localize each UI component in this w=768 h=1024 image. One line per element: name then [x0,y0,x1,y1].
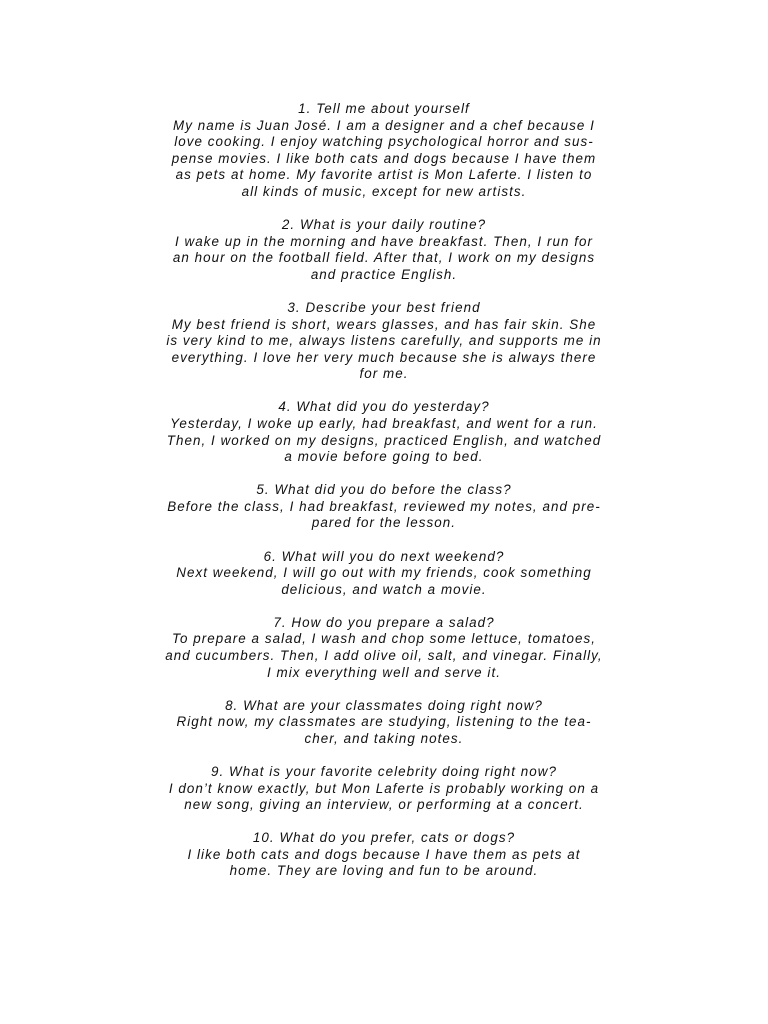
qa-block-7 [140,615,628,681]
answer-line: is very kind to me, always listens carefully, and supports me in [166,333,602,349]
qa-block-2 [140,217,628,283]
answer-line: new song, giving an interview, or performing at a concert. [184,797,584,813]
question-heading: 10. What do you prefer, cats or dogs? [252,830,516,846]
question-heading: 5. What did you do before the class? [256,482,512,498]
answer-line: and cucumbers. Then, I add olive oil, salt, and vinegar. Finally, [165,648,603,664]
question-heading: 9. What is your favorite celebrity doing right now? [210,764,558,779]
answer-line: Yesterday, I woke up early, had breakfast, and went for a run. [170,416,598,431]
answer-line: Next weekend, I will go out with my friends, cook something [176,565,592,581]
answer-line: Then, I worked on my designs, practiced English, and watched [166,432,602,448]
qa-block-6 [140,549,628,599]
qa-block-8 [140,698,628,748]
answer-line: Right now, my classmates are studying, listening to the tea- [176,714,592,730]
question-heading: 7. How do you prepare a salad? [273,614,495,630]
answer-line: love cooking. I enjoy watching psychological horror and sus- [174,134,594,150]
answer-line: and practice English. [310,266,458,282]
answer-line: I don’t know exactly, but Mon Laferte is probably working on a [168,780,600,796]
answer-line: pense movies. I like both cats and dogs because I have them [171,150,597,166]
question-heading: 2. What is your daily routine? [281,217,487,233]
answer-line: My name is Juan José. I am a designer and a chef because I [173,117,595,133]
answer-line: pared for the lesson. [311,515,457,531]
question-heading: 8. What are your classmates doing right now? [225,697,543,713]
answer-line: home. They are loving and fun to be around. [229,863,539,879]
question-heading: 1. Tell me about yourself [298,101,470,116]
qa-block-4 [140,399,628,465]
qa-block-9 [140,764,628,814]
answer-line: an hour on the football field. After that, I work on my designs [172,250,596,266]
answer-line: cher, and taking notes. [304,730,464,746]
question-heading: 3. Describe your best friend [287,299,481,315]
qa-block-10 [140,830,628,880]
answer-line: everything. I love her very much because she is always there [171,349,597,365]
answer-line: all kinds of music, except for new artists. [241,183,527,199]
qa-block-1 [140,101,628,201]
answer-line: My best friend is short, wears glasses, and has fair skin. She [171,316,597,332]
qa-block-3 [140,300,628,383]
answer-line: I like both cats and dogs because I have them as pets at [187,846,581,862]
question-heading: 4. What did you do yesterday? [278,399,490,415]
answer-line: I wake up in the morning and have breakfast. Then, I run for [174,233,594,249]
qa-block-5 [140,482,628,532]
answer-line: Before the class, I had breakfast, reviewed my notes, and pre- [167,498,601,514]
answer-line: for me. [359,366,409,382]
document-page [140,101,628,897]
answer-line: delicious, and watch a movie. [281,581,487,597]
answer-line: as pets at home. My favorite artist is Mon Laferte. I listen to [175,167,593,183]
answer-line: a movie before going to bed. [284,449,484,465]
answer-line: I mix everything well and serve it. [267,664,501,680]
question-heading: 6. What will you do next weekend? [263,548,505,564]
answer-line: To prepare a salad, I wash and chop some lettuce, tomatoes, [172,631,596,647]
